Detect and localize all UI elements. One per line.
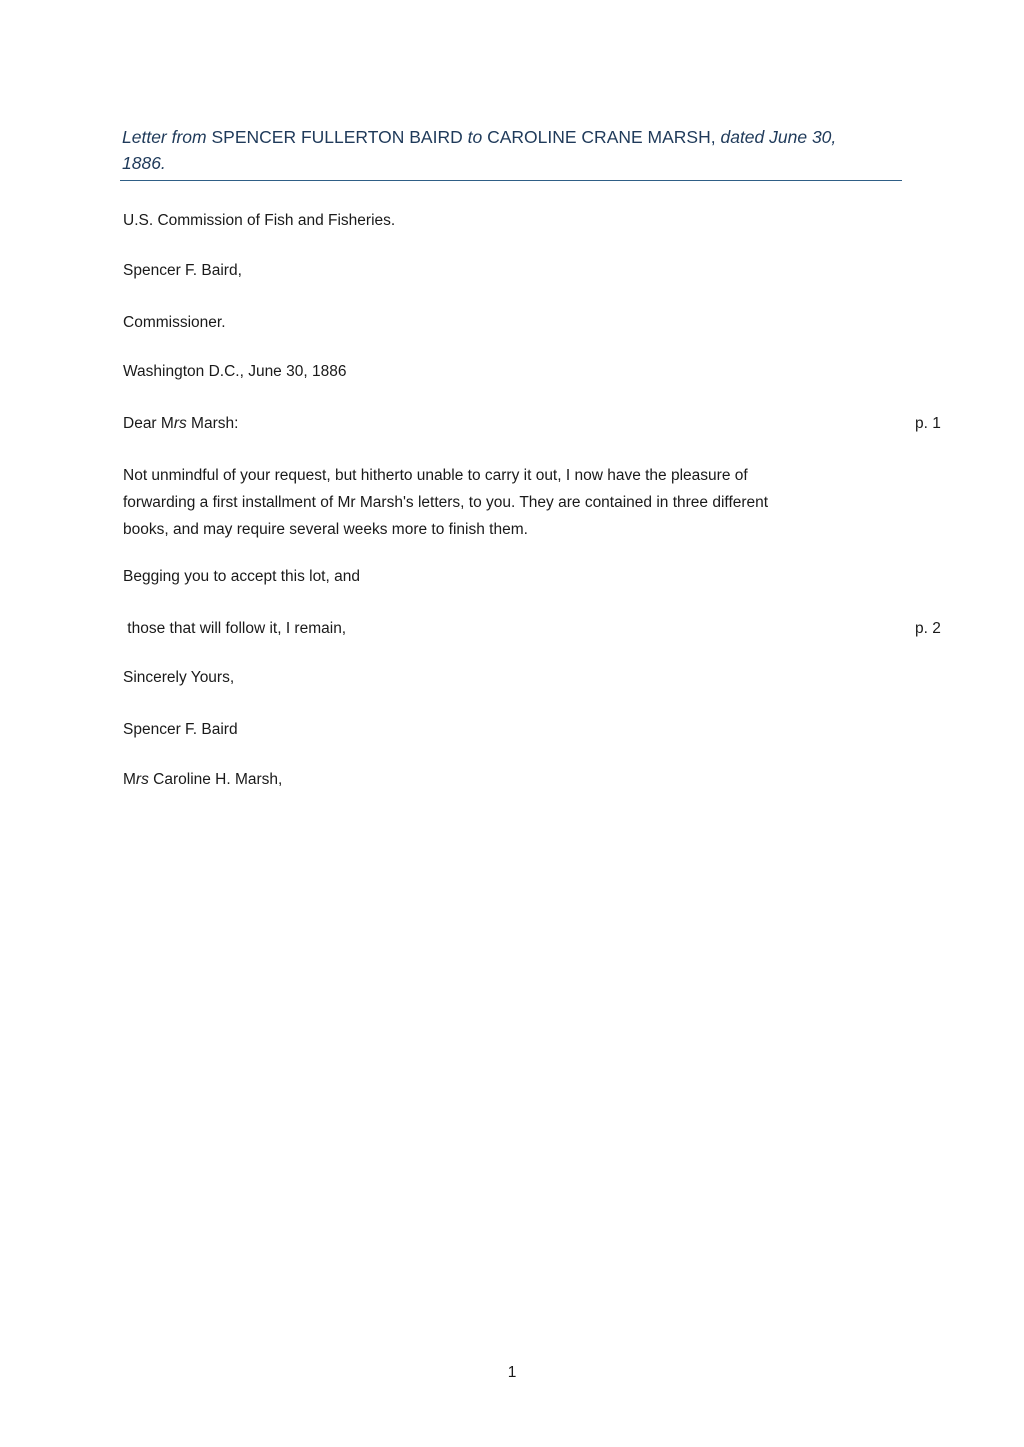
letter-title [122, 124, 902, 176]
addressee-rs: rs [135, 771, 149, 788]
signature: Spencer F. Baird [123, 721, 238, 738]
salutation-rs: rs [173, 415, 187, 432]
salutation-prefix: Dear M [123, 415, 174, 432]
title-rule [120, 180, 902, 181]
page-number: 1 [507, 1364, 517, 1381]
title-dated: dated June 30, [720, 127, 837, 147]
title-recipient: CAROLINE CRANE MARSH, [487, 127, 716, 147]
closing-line-1: Begging you to accept this lot, and [123, 568, 360, 585]
addressee-name: Caroline H. Marsh, [148, 771, 283, 788]
title-year: 1886. [122, 153, 166, 173]
letterhead-name: Spencer F. Baird, [123, 262, 242, 279]
salutation-name: Marsh: [186, 415, 239, 432]
salutation [123, 414, 238, 434]
letterhead: U.S. Commission of Fish and Fisheries. [123, 212, 396, 229]
addressee [123, 770, 282, 790]
page-marker-2: p. 2 [915, 620, 941, 637]
body-line: Not unmindful of your request, but hitherto unable to carry it out, I now have the pleasure of [123, 467, 748, 484]
place-date: Washington D.C., June 30, 1886 [123, 363, 347, 380]
body-line: forwarding a first installment of Mr Marsh's letters, to you. They are contained in three different [123, 494, 769, 511]
addressee-prefix: M [123, 771, 136, 788]
letterhead-title: Commissioner. [123, 314, 226, 331]
body-line: books, and may require several weeks more to finish them. [123, 521, 528, 538]
title-prefix: Letter from [122, 127, 207, 147]
valediction: Sincerely Yours, [123, 669, 235, 686]
body-paragraph [123, 462, 903, 543]
closing-line-2: those that will follow it, I remain, [123, 620, 347, 637]
page-marker-1: p. 1 [915, 415, 941, 432]
title-to: to [467, 127, 483, 147]
title-sender: SPENCER FULLERTON BAIRD [211, 127, 463, 147]
